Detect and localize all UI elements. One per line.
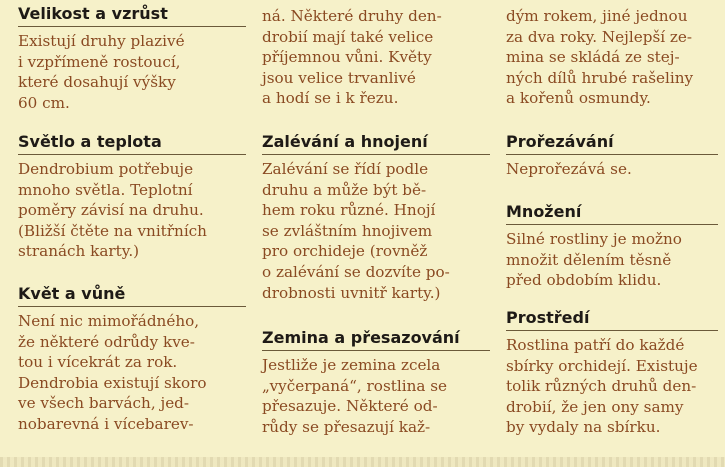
section-body: [262, 159, 490, 303]
section-body: [506, 335, 718, 438]
text-line: za dva roky. Nejlepší ze-: [506, 27, 693, 46]
text-line: stranách karty.): [18, 242, 140, 261]
text-line: Dendrobia existují skoro: [18, 373, 207, 392]
text-line: ve všech barvách, jed-: [18, 394, 190, 413]
text-line: ná. Některé druhy den-: [262, 7, 442, 25]
section-body: [506, 6, 718, 109]
section-body: [262, 355, 490, 437]
text-line: drobnosti uvnitř karty.): [262, 283, 441, 302]
text-line: se zvláštním hnojivem: [262, 221, 433, 240]
text-line: drobií mají také velice: [262, 27, 434, 46]
section-environment: [506, 308, 718, 438]
text-line: Neprořezává se.: [506, 160, 632, 178]
text-line: přesazuje. Některé od-: [262, 397, 438, 416]
section-watering-fertilizing: [262, 132, 490, 303]
text-line: Není nic mimořádného,: [18, 312, 200, 330]
section-heading: Prořezávání: [506, 132, 718, 155]
text-line: Zalévání se řídí podle: [262, 160, 429, 178]
text-line: sbírky orchidejí. Existuje: [506, 356, 698, 375]
section-size-growth: [18, 4, 246, 113]
section-heading: Zalévání a hnojení: [262, 132, 490, 155]
text-line: „vyčerpaná“, rostlina se: [262, 376, 448, 395]
text-line: 60 cm.: [18, 93, 70, 112]
text-line: příjemnou vůni. Květy: [262, 48, 432, 67]
text-line: i vzpřímeně rostoucí,: [18, 52, 181, 71]
text-line: a hodí se i k řezu.: [262, 89, 399, 108]
section-body: [18, 31, 246, 113]
text-line: pro orchideje (rovněž: [262, 242, 428, 261]
section-heading: Zemina a přesazování: [262, 328, 490, 351]
text-line: Rostlina patří do každé: [506, 336, 685, 354]
page-bottom-edge: [0, 457, 725, 467]
text-line: o zalévání se dozvíte po-: [262, 262, 450, 281]
text-line: růdy se přesazují kaž-: [262, 417, 431, 436]
section-heading: Množení: [506, 202, 718, 225]
section-pruning: [506, 132, 718, 180]
text-line: před obdobím klidu.: [506, 271, 662, 290]
text-line: Dendrobium potřebuje: [18, 160, 194, 178]
section-body: [18, 159, 246, 262]
section-continuation: [506, 6, 718, 109]
section-heading: Světlo a teplota: [18, 132, 246, 155]
text-line: by vydaly na sbírku.: [506, 418, 661, 437]
text-line: mnoho světla. Teplotní: [18, 180, 193, 199]
section-heading: Velikost a vzrůst: [18, 4, 246, 27]
section-flower-scent: [18, 284, 246, 435]
text-line: které dosahují výšky: [18, 73, 176, 92]
text-line: (Bližší čtěte na vnitřních: [18, 221, 207, 240]
text-line: tou i vícekrát za rok.: [18, 353, 178, 372]
text-line: tolik různých druhů den-: [506, 377, 697, 396]
text-line: jsou velice trvanlivé: [262, 68, 416, 87]
section-light-temperature: [18, 132, 246, 262]
text-line: Jestliže je zemina zcela: [262, 356, 441, 374]
section-propagation: [506, 202, 718, 291]
text-line: Silné rostliny je možno: [506, 230, 682, 248]
text-line: že některé odrůdy kve-: [18, 332, 195, 351]
text-line: dým rokem, jiné jednou: [506, 7, 688, 25]
section-soil-repotting: [262, 328, 490, 437]
text-line: Existují druhy plazivé: [18, 32, 185, 50]
text-line: nobarevná i vícebarev-: [18, 414, 194, 433]
section-body: [18, 311, 246, 435]
text-line: drobií, že jen ony samy: [506, 397, 684, 416]
section-heading: Květ a vůně: [18, 284, 246, 307]
section-body: [506, 159, 718, 180]
text-line: druhu a může být bě-: [262, 180, 427, 199]
section-body: [506, 229, 718, 291]
text-line: poměry závisí na druhu.: [18, 201, 204, 220]
section-heading: Prostředí: [506, 308, 718, 331]
section-continuation: [262, 6, 490, 109]
text-line: hem roku různé. Hnojí: [262, 201, 436, 220]
text-line: a kořenů osmundy.: [506, 89, 651, 108]
text-line: množit dělením těsně: [506, 250, 672, 269]
section-body: [262, 6, 490, 109]
text-line: mina se skládá ze stej-: [506, 48, 680, 67]
text-line: ných dílů hrubé rašeliny: [506, 68, 694, 87]
